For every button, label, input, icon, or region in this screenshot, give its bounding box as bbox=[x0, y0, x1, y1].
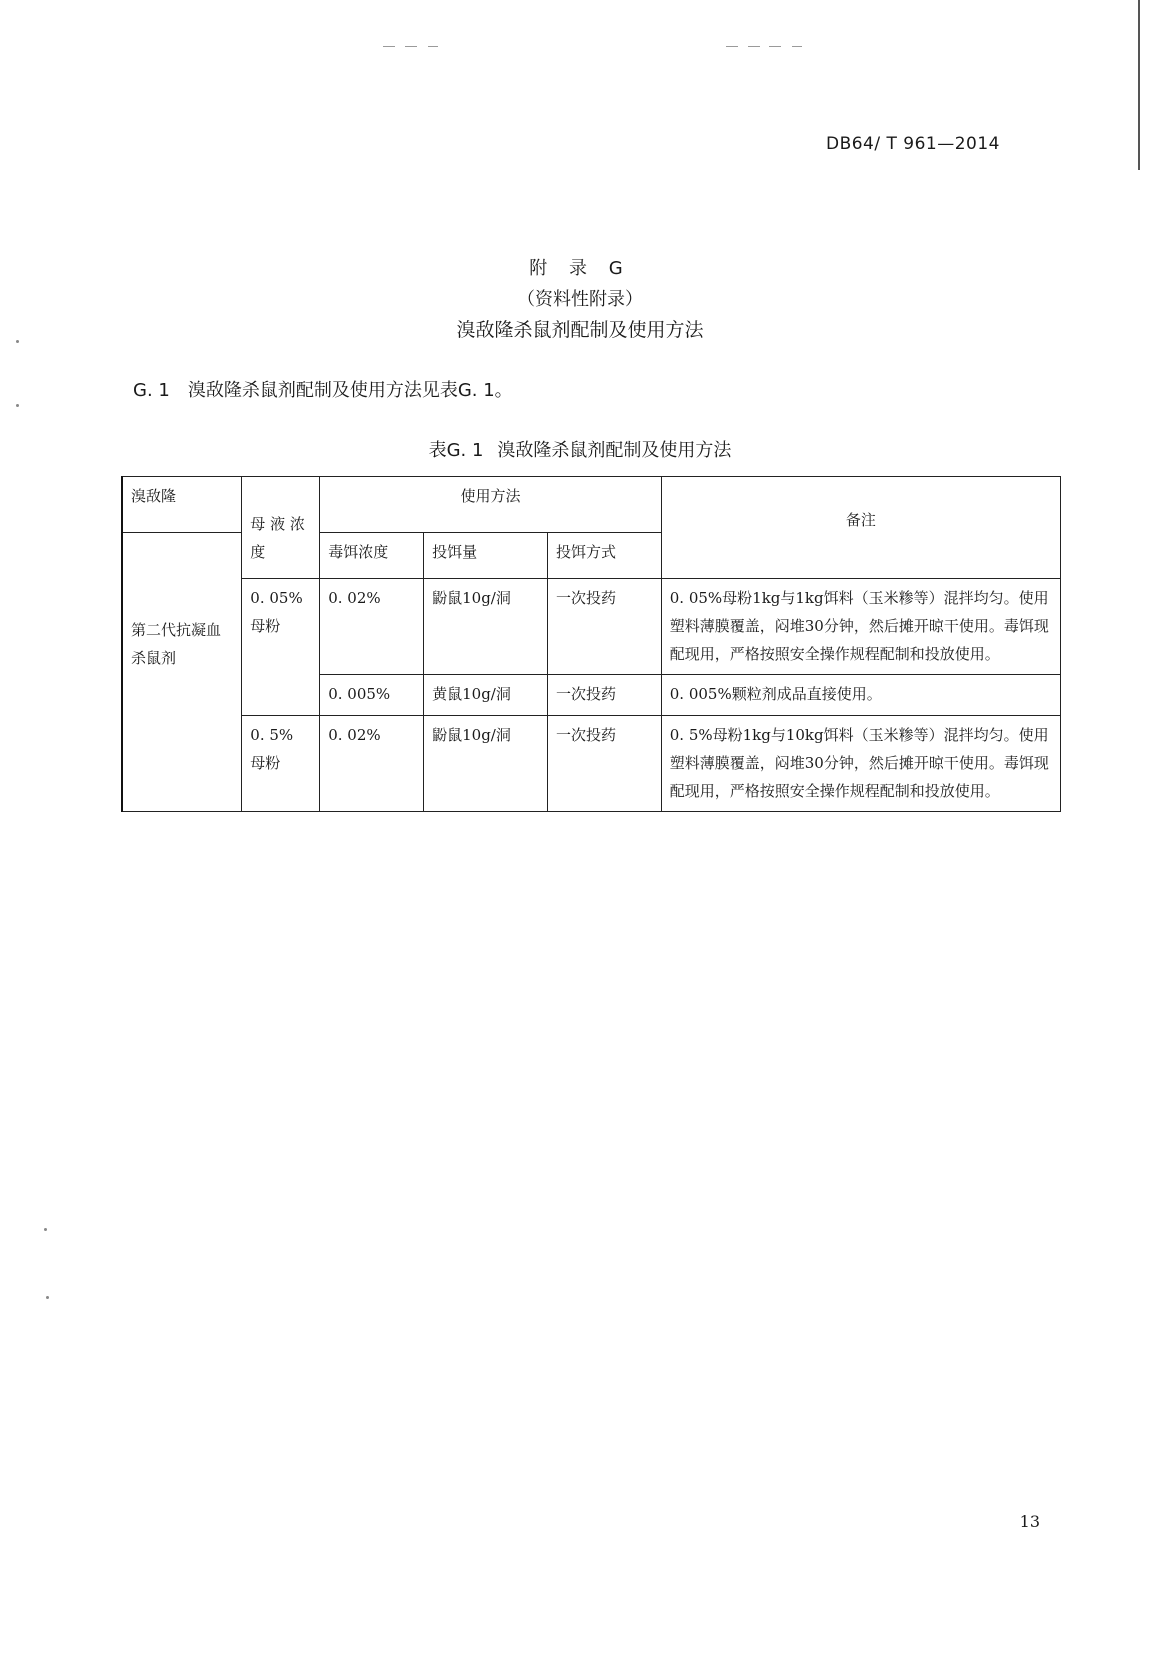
header-bait-concentration: 毒饵浓度 bbox=[320, 533, 424, 579]
table-title: 溴敌隆杀鼠剂配制及使用方法 bbox=[497, 440, 732, 461]
bait-concentration-cell: 0. 02% bbox=[320, 716, 424, 812]
mother-cell: 0. 05%母粉 bbox=[242, 579, 320, 716]
header-usage: 使用方法 bbox=[320, 477, 662, 533]
table-number: 表G. 1 bbox=[428, 440, 484, 461]
scan-mark bbox=[405, 46, 417, 47]
header-remark: 备注 bbox=[661, 477, 1060, 579]
scan-mark bbox=[726, 46, 738, 47]
table-caption bbox=[0, 436, 1160, 462]
clause-text: 溴敌隆杀鼠剂配制及使用方法见表G. 1。 bbox=[187, 380, 513, 401]
scan-mark bbox=[792, 46, 802, 47]
scan-speck bbox=[16, 404, 19, 407]
scan-mark bbox=[383, 46, 395, 47]
header-bait-amount: 投饵量 bbox=[424, 533, 548, 579]
category-cell: 第二代抗凝血杀鼠剂 bbox=[122, 533, 242, 812]
bait-amount-cell: 鼢鼠10g/洞 bbox=[424, 579, 548, 675]
scan-speck bbox=[46, 1296, 49, 1299]
header-mother-concentration: 母 液 浓度 bbox=[242, 477, 320, 579]
appendix-title: 附 录 G bbox=[529, 258, 631, 279]
header-drug: 溴敌隆 bbox=[122, 477, 242, 533]
bait-amount-cell: 黄鼠10g/洞 bbox=[424, 675, 548, 716]
mother-cell: 0. 5% 母粉 bbox=[242, 716, 320, 812]
header-bait-method: 投饵方式 bbox=[547, 533, 661, 579]
table-row bbox=[122, 579, 1061, 675]
bait-amount-cell: 鼢鼠10g/洞 bbox=[424, 716, 548, 812]
bait-concentration-cell: 0. 005% bbox=[320, 675, 424, 716]
clause-number: G. 1 bbox=[133, 380, 170, 401]
scan-mark bbox=[748, 46, 760, 47]
scan-mark bbox=[769, 46, 781, 47]
scan-mark bbox=[428, 46, 438, 47]
bait-concentration-cell: 0. 02% bbox=[320, 579, 424, 675]
scan-speck bbox=[44, 1228, 47, 1231]
rodenticide-table bbox=[121, 476, 1061, 812]
table-row bbox=[122, 716, 1061, 812]
document-code: DB64/ T 961—2014 bbox=[825, 134, 1000, 154]
remark-cell: 0. 5%母粉1kg与10kg饵料（玉米糁等）混拌均匀。使用塑料薄膜覆盖，闷堆30分钟，然后摊开晾干使用。毒饵现配现用，严格按照安全操作规程配制和投放使用。 bbox=[661, 716, 1060, 812]
bait-method-cell: 一次投药 bbox=[547, 675, 661, 716]
clause-g1 bbox=[133, 376, 513, 402]
remark-cell: 0. 005%颗粒剂成品直接使用。 bbox=[661, 675, 1060, 716]
table-header-row bbox=[122, 477, 1061, 533]
appendix-name: 溴敌隆杀鼠剂配制及使用方法 bbox=[456, 319, 704, 341]
remark-cell: 0. 05%母粉1kg与1kg饵料（玉米糁等）混拌均匀。使用塑料薄膜覆盖，闷堆30分钟，然后摊开晾干使用。毒饵现配现用，严格按照安全操作规程配制和投放使用。 bbox=[661, 579, 1060, 675]
appendix-type: （资料性附录） bbox=[517, 289, 643, 310]
page-number: 13 bbox=[1019, 1512, 1040, 1531]
bait-method-cell: 一次投药 bbox=[547, 716, 661, 812]
bait-method-cell: 一次投药 bbox=[547, 579, 661, 675]
scan-edge-rule bbox=[1138, 0, 1140, 170]
